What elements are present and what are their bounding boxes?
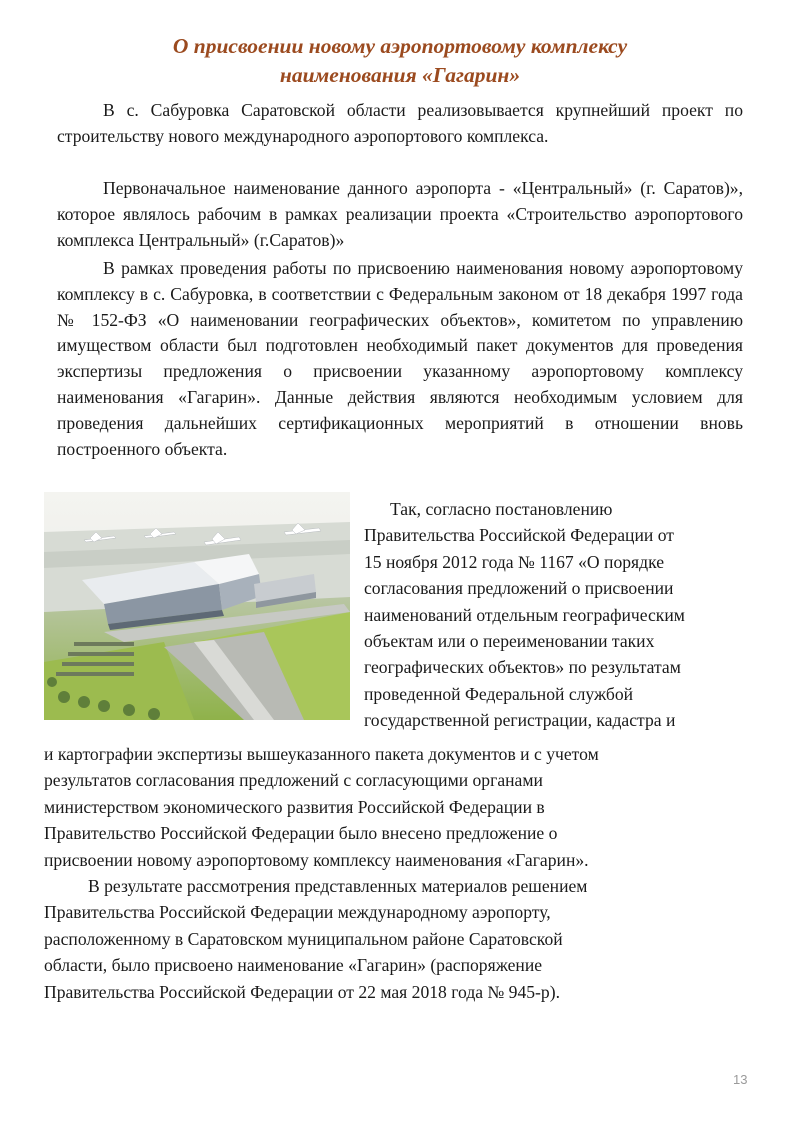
text-line: результатов согласования предложений с согласующими органами	[44, 770, 543, 791]
paragraph-text: В с. Сабуровка Саратовской области реализовывается крупнейший проект по строительству нового международного аэропортового комплекса.	[57, 100, 743, 146]
document-title	[60, 32, 740, 90]
text-line: наименований отдельным географическим	[364, 604, 685, 625]
text-line: В результате рассмотрения представленных материалов решением	[88, 876, 588, 897]
text-line: министерством экономического развития Российской Федерации в	[44, 796, 545, 817]
text-line: географических объектов» по результатам	[364, 657, 681, 678]
paragraph-text: Первоначальное наименование данного аэропорта - «Центральный» (г. Саратов)», которое являлось рабочим в рамках реализации проекта «Строительство аэропортового комплекса Центральный» (г.Саратов)»	[57, 178, 743, 250]
page-number: 13	[733, 1072, 748, 1087]
paragraph-2	[57, 176, 743, 253]
text-line: расположенному в Саратовском муниципальном районе Саратовской	[44, 928, 563, 949]
text-line: государственной регистрации, кадастра и	[364, 710, 676, 731]
paragraph-1	[57, 98, 743, 150]
text-line: области, было присвоено наименование «Гагарин» (распоряжение	[44, 955, 543, 976]
text-line: проведенной Федеральной службой	[364, 683, 634, 704]
text-line: Правительства Российской Федерации от 22 мая 2018 года № 945-р).	[44, 981, 560, 1002]
airport-rendering-image	[44, 492, 350, 720]
text-line: 15 ноября 2012 года № 1167 «О порядке	[364, 551, 665, 572]
text-line: Правительства Российской Федерации от	[364, 525, 674, 546]
text-line: объектам или о переименовании таких	[364, 631, 655, 652]
text-line: и картографии экспертизы вышеуказанного пакета документов и с учетом	[44, 744, 599, 764]
airport-photo	[44, 492, 350, 720]
title-line-2: наименования «Гагарин»	[279, 63, 521, 87]
right-column-text	[364, 496, 764, 734]
text-line: согласования предложений о присвоении	[364, 578, 674, 599]
text-line: Правительства Российской Федерации международному аэропорту,	[44, 902, 551, 923]
text-line: присвоении новому аэропортовому комплексу наименования «Гагарин».	[44, 849, 589, 870]
paragraph-text: В рамках проведения работы по присвоению наименования новому аэропортовому комплексу в с. Сабуровка, в соответствии с Федеральным законом от 18 декабря 1997 года № 152-ФЗ «О наименовании географических объектов», комитетом по управлению имуществом области был подготовлен необходимый пакет документов для проведения экспертизы предложения о присвоении указанному аэропортовому комплексу наименования «Гагарин». Данные действия являются необходимым условием для проведения дальнейших сертификационных мероприятий в отношении вновь построенного объекта.	[57, 258, 743, 459]
text-line: Так, согласно постановлению	[390, 499, 613, 519]
title-line-1: О присвоении новому аэропортовому комплексу	[172, 34, 628, 58]
bottom-text	[44, 741, 754, 1005]
paragraph-3	[57, 256, 743, 462]
text-line: Правительство Российской Федерации было внесено предложение о	[44, 823, 558, 844]
